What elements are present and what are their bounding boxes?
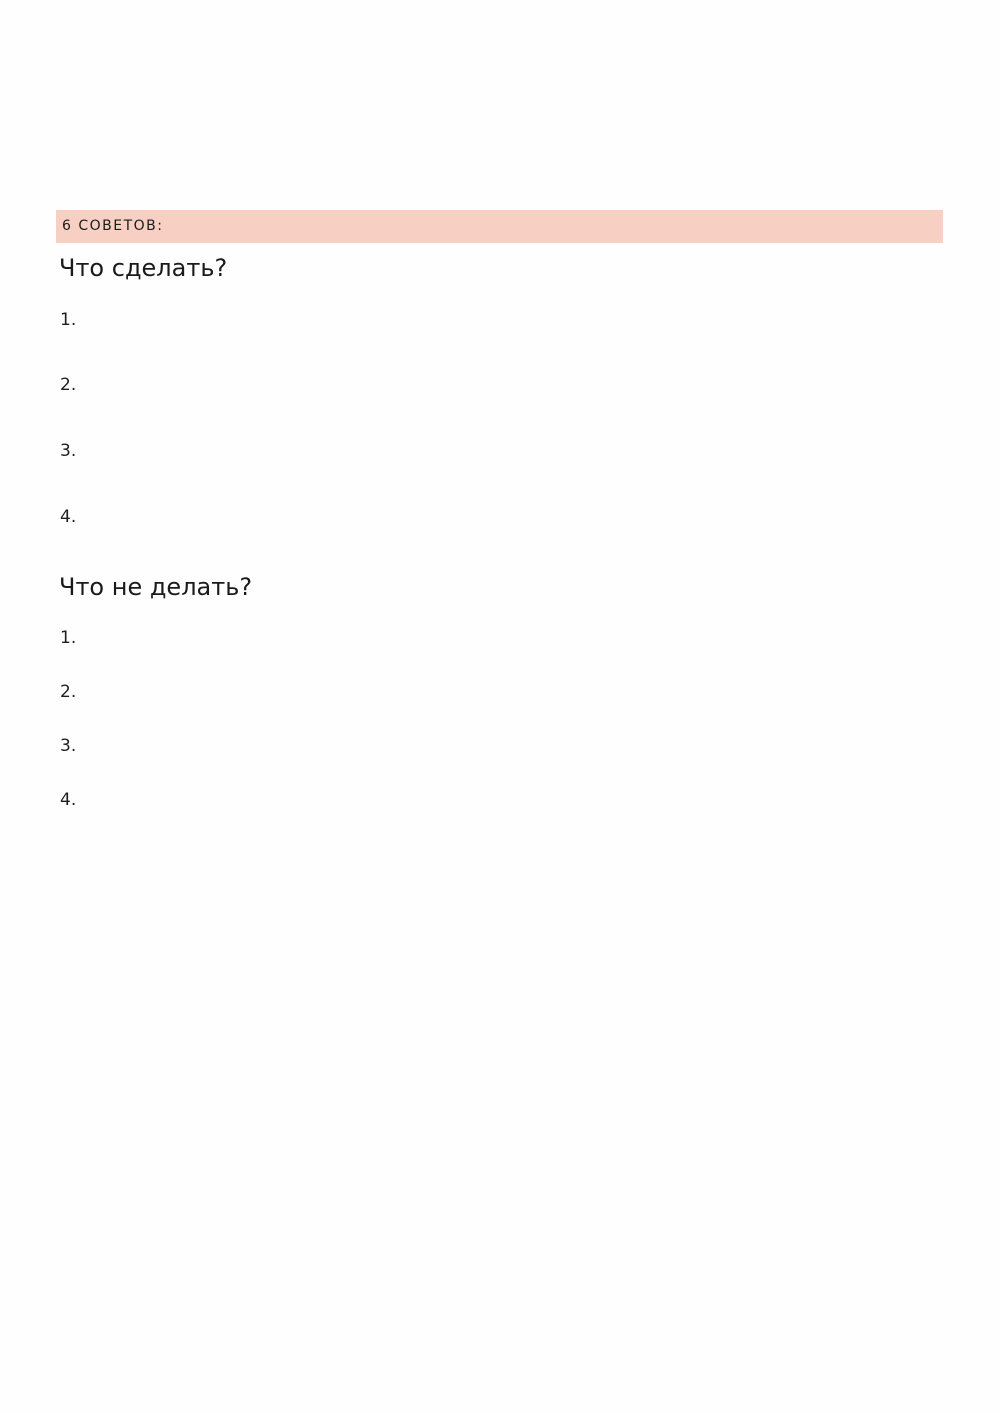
- section-banner: [56, 210, 943, 243]
- dont-item-number: 2.: [60, 682, 77, 702]
- heading-what-to-do: Что сделать?: [59, 254, 228, 282]
- dont-item-number: 3.: [60, 736, 77, 756]
- dont-item-number: 4.: [60, 790, 77, 810]
- banner-title: 6 СОВЕТОВ:: [62, 218, 164, 234]
- dont-item-number: 1.: [60, 628, 77, 648]
- heading-what-not-to-do: Что не делать?: [59, 573, 253, 601]
- do-item-number: 4.: [60, 507, 77, 527]
- do-item-number: 2.: [60, 375, 77, 395]
- do-item-number: 3.: [60, 441, 77, 461]
- do-item-number: 1.: [60, 310, 77, 330]
